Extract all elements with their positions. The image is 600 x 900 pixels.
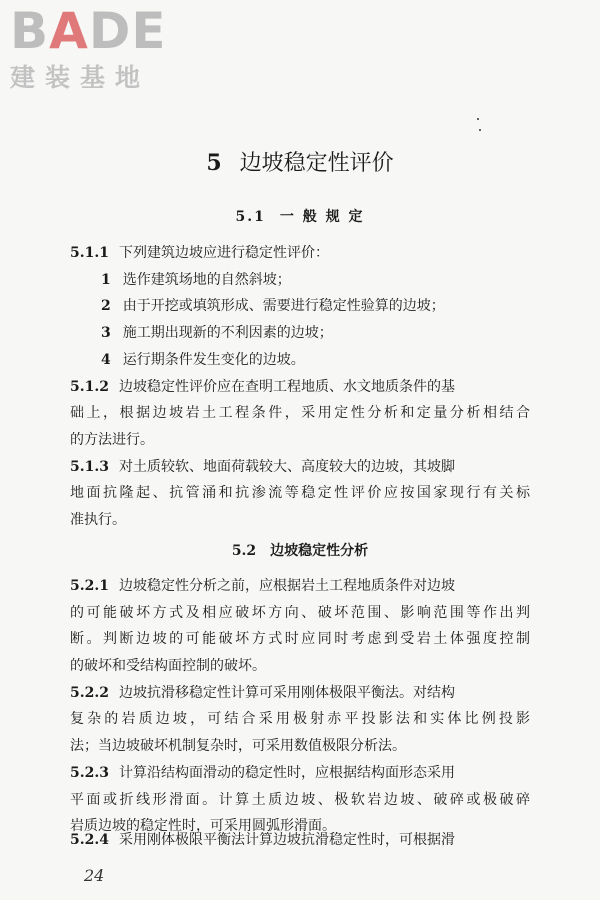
section-heading bbox=[0, 540, 600, 560]
clause-5-2-2 bbox=[70, 680, 530, 760]
list-item bbox=[101, 347, 531, 374]
logo-letter: D bbox=[88, 2, 132, 60]
item-text: 施工期出现新的不利因素的边坡； bbox=[122, 325, 333, 342]
clause-text: 的破坏和受结构面控制的破坏。 bbox=[70, 658, 266, 675]
clause-number: 5.2.2 bbox=[70, 684, 109, 701]
clause-text: 计算沿结构面滑动的稳定性时，应根据结构面形态采用 bbox=[118, 764, 455, 781]
list-item bbox=[101, 293, 531, 320]
clause-text: 地面抗隆起、抗管涌和抗渗流等稳定性评价应按国家现行有关标 bbox=[70, 485, 530, 502]
clause-text: 采用刚体极限平衡法计算边坡抗滑稳定性时，可根据滑 bbox=[118, 831, 455, 848]
item-text: 运行期条件发生变化的边坡。 bbox=[122, 351, 305, 368]
clause-5-2-1 bbox=[70, 573, 530, 680]
clause-text: 边坡稳定性分析之前，应根据岩土工程地质条件对边坡 bbox=[118, 578, 455, 594]
clause-text: 复杂的岩质边坡，可结合采用极射赤平投影法和实体比例投影 bbox=[70, 711, 530, 728]
item-number: 3 bbox=[101, 325, 111, 342]
clause-text: 准执行。 bbox=[70, 511, 126, 528]
clause-text: 边坡抗滑移稳定性计算可采用刚体极限平衡法。对结构 bbox=[118, 684, 455, 701]
clause-number: 5.1.1 bbox=[70, 245, 109, 261]
clause-text: 下列建筑边坡应进行稳定性评价： bbox=[118, 245, 329, 261]
clause-text: 法；当边坡破坏机制复杂时，可采用数值极限分析法。 bbox=[70, 738, 406, 755]
item-number: 4 bbox=[101, 351, 111, 368]
clause-text: 边坡稳定性评价应在查明工程地质、水文地质条件的基 bbox=[118, 378, 455, 395]
clause-number: 5.2.1 bbox=[70, 578, 109, 594]
logo-subtitle: 建装基地 bbox=[10, 63, 151, 92]
scan-speck bbox=[479, 129, 481, 131]
clause-number: 5.2.3 bbox=[70, 764, 109, 781]
clause-text: 岩质边坡的稳定性时，可采用圆弧形滑面。 bbox=[70, 818, 336, 835]
clause-text: 的方法进行。 bbox=[70, 431, 154, 448]
page-number: 24 bbox=[84, 866, 105, 885]
clause-text: 平面或折线形滑面。计算土质边坡、极软岩边坡、破碎或极破碎 bbox=[70, 791, 530, 808]
clause-text: 对土质较软、地面荷载较大、高度较大的边坡，其坡脚 bbox=[118, 458, 455, 475]
clause-number: 5.2.4 bbox=[70, 831, 109, 848]
section-number: 5.1 bbox=[235, 209, 266, 225]
clause-number: 5.1.2 bbox=[70, 378, 109, 395]
clause-5-1-3 bbox=[70, 454, 530, 534]
chapter-number: 5 bbox=[206, 150, 222, 176]
clause-text: 断。判断边坡的可能破坏方式时应同时考虑到受岩土体强度控制 bbox=[70, 631, 530, 648]
chapter-title-text: 边坡稳定性评价 bbox=[239, 151, 394, 176]
clause-text: 的可能破坏方式及相应破坏方向、破坏范围、影响范围等作出判 bbox=[70, 604, 530, 621]
clause-5-1-2 bbox=[70, 374, 530, 454]
clause-text: 础上，根据边坡岩土工程条件，采用定性分析和定量分析相结合 bbox=[70, 405, 530, 422]
logo-letter: E bbox=[131, 2, 167, 60]
scan-speck bbox=[477, 118, 479, 120]
clause-5-2-4 bbox=[70, 827, 530, 854]
section-heading bbox=[0, 206, 600, 226]
item-number: 1 bbox=[101, 271, 111, 288]
bade-logo bbox=[10, 2, 180, 94]
section-title-text: 一 般 规 定 bbox=[279, 209, 365, 225]
list-item bbox=[101, 320, 531, 347]
logo-letter: A bbox=[49, 2, 89, 60]
logo-letter: B bbox=[10, 2, 50, 60]
item-number: 2 bbox=[101, 298, 111, 315]
clause-number: 5.1.3 bbox=[70, 458, 109, 475]
clause-5-1-1 bbox=[70, 240, 530, 267]
section-title-text: 边坡稳定性分析 bbox=[270, 543, 369, 559]
item-text: 选作建筑场地的自然斜坡； bbox=[122, 271, 291, 288]
item-text: 由于开挖或填筑形成、需要进行稳定性验算的边坡； bbox=[122, 298, 445, 315]
logo-wordmark bbox=[10, 2, 180, 60]
list-item bbox=[101, 267, 531, 294]
chapter-title bbox=[0, 146, 600, 177]
section-number: 5.2 bbox=[231, 543, 257, 559]
